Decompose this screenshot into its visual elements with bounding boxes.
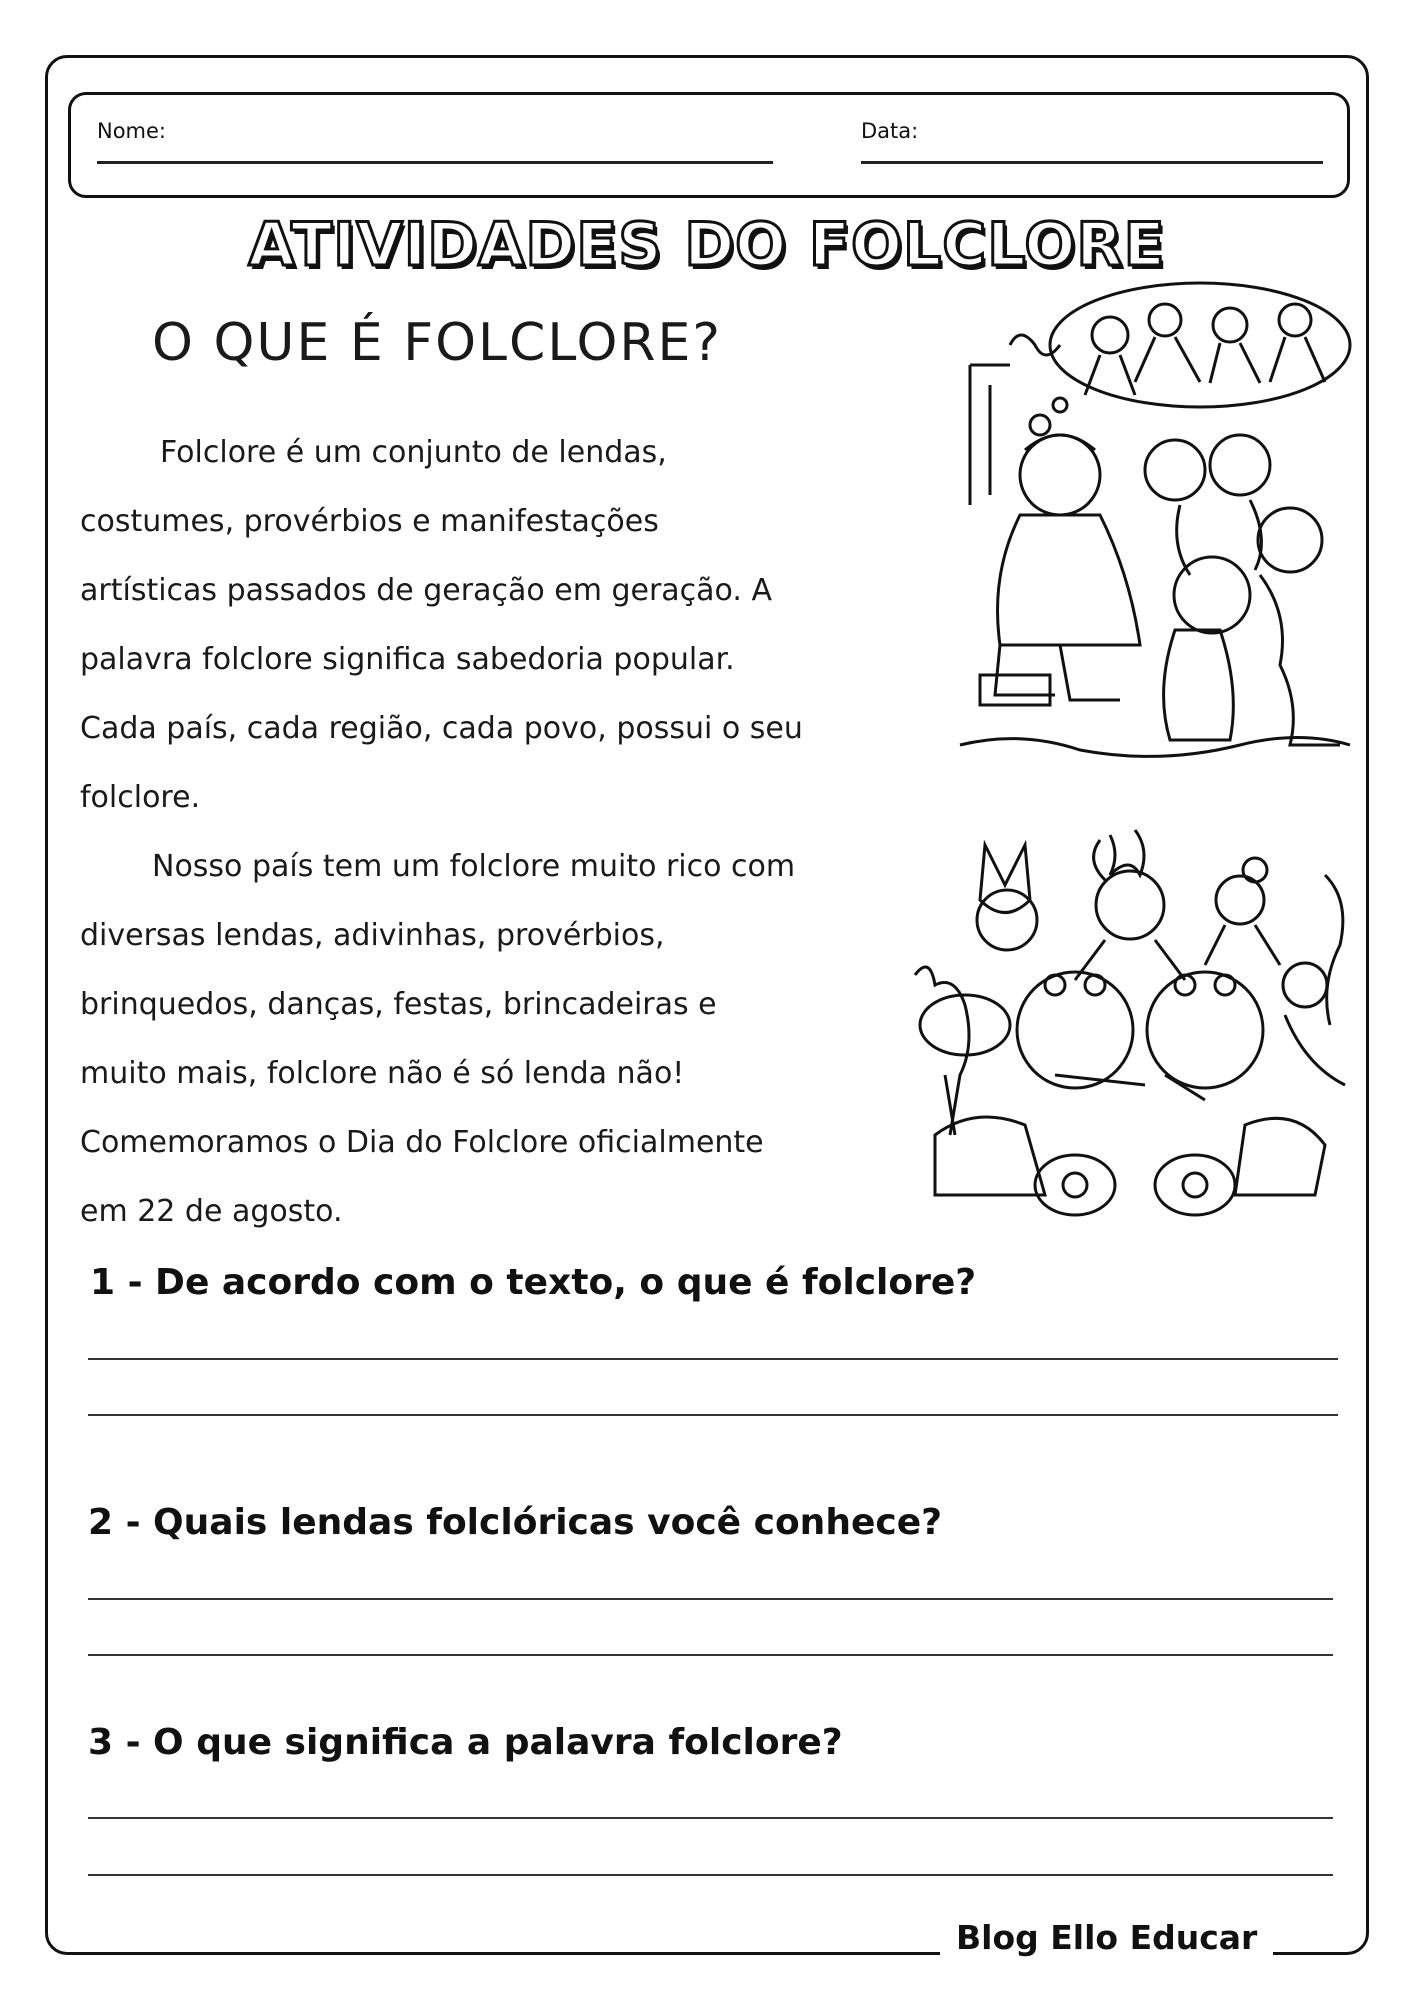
p2-line-3: brinquedos, danças, festas, brincadeiras e: [80, 987, 717, 1022]
p1-line-3: artísticas passados de geração em geração. A: [80, 573, 772, 608]
answer-line-2a[interactable]: [88, 1598, 1333, 1600]
p1-line-4: palavra folclore significa sabedoria popular.: [80, 642, 735, 677]
p2-line-4: muito mais, folclore não é só lenda não!: [80, 1056, 685, 1091]
answer-line-2b[interactable]: [88, 1654, 1333, 1656]
storyteller-illustration-icon: [950, 275, 1360, 765]
paragraph-1: [80, 418, 803, 832]
p1-line-6: folclore.: [80, 780, 201, 815]
header-box: [68, 92, 1350, 198]
p2-line-2: diversas lendas, adivinhas, provérbios,: [80, 918, 665, 953]
question-3: 3 - O que significa a palavra folclore?: [88, 1722, 843, 1763]
date-field[interactable]: [861, 161, 1323, 164]
footer-credit: Blog Ello Educar: [940, 1918, 1273, 1957]
name-label: Nome:: [97, 119, 167, 143]
p2-line-6: em 22 de agosto.: [80, 1194, 343, 1229]
question-1: 1 - De acordo com o texto, o que é folclore?: [90, 1262, 977, 1303]
answer-line-1b[interactable]: [88, 1414, 1338, 1416]
p1-line-1: Folclore é um conjunto de lendas,: [160, 435, 667, 470]
name-field[interactable]: [97, 161, 773, 164]
page-title: ATIVIDADES DO FOLCLORE: [248, 210, 1166, 280]
p2-line-1: Nosso país tem um folclore muito rico com: [152, 849, 796, 884]
date-label: Data:: [861, 119, 919, 143]
answer-line-1a[interactable]: [88, 1358, 1338, 1360]
answer-line-3a[interactable]: [88, 1817, 1333, 1819]
question-2: 2 - Quais lendas folclóricas você conhece?: [88, 1502, 942, 1543]
folklore-characters-illustration-icon: [905, 825, 1365, 1225]
paragraph-2: [80, 832, 795, 1246]
answer-line-3b[interactable]: [88, 1874, 1333, 1876]
section-title: O QUE É FOLCLORE?: [152, 313, 722, 373]
p1-line-2: costumes, provérbios e manifestações: [80, 504, 659, 539]
p1-line-5: Cada país, cada região, cada povo, possui o seu: [80, 711, 803, 746]
p2-line-5: Comemoramos o Dia do Folclore oficialmente: [80, 1125, 764, 1160]
